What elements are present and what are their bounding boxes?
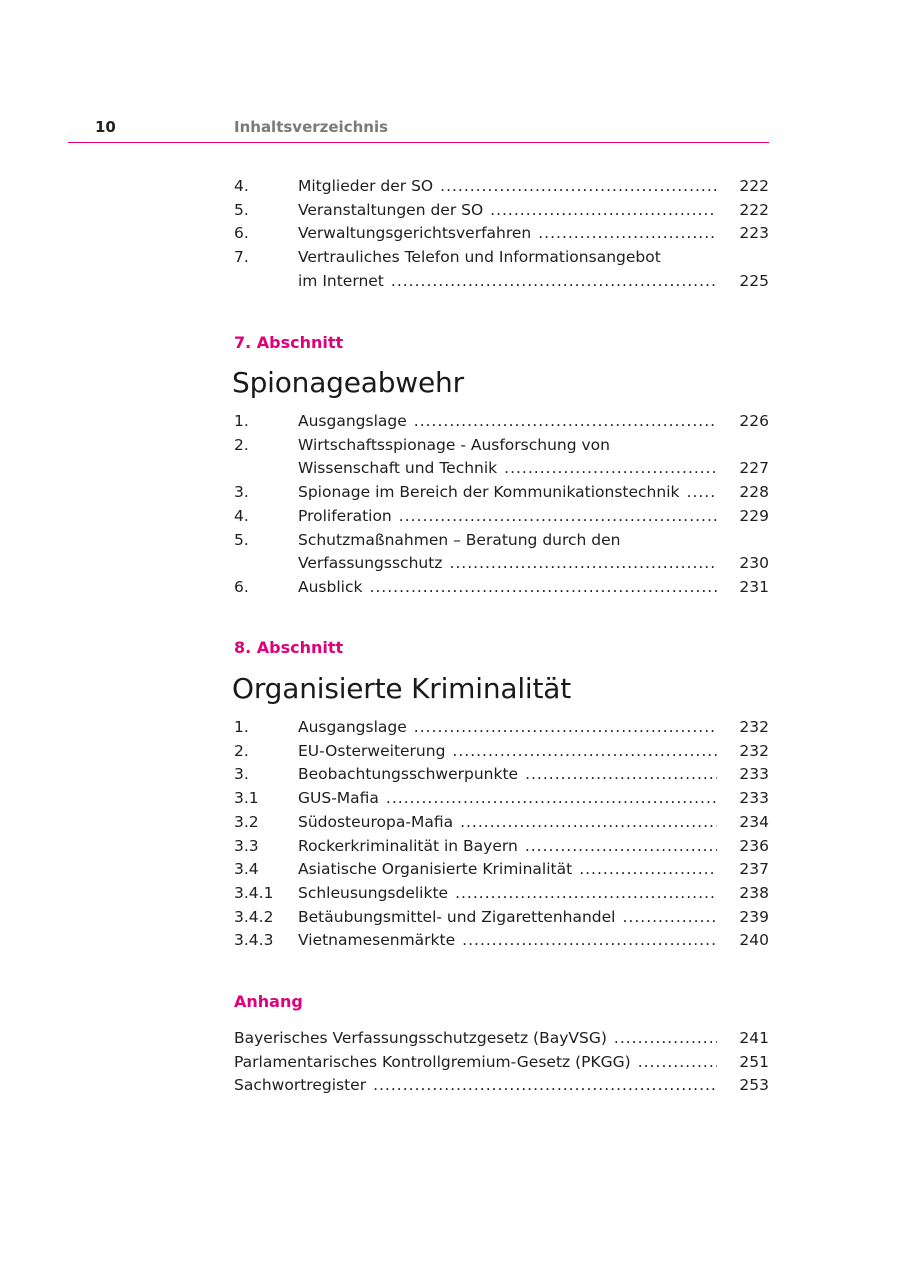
entry-page: 233 [739, 789, 769, 808]
entry-page: 232 [739, 718, 769, 736]
entry-title: Vietnamesenmärkte [298, 931, 456, 950]
entry-title: Asiatische Organisierte Kriminalität [298, 860, 573, 879]
toc-entry[interactable] [234, 1051, 769, 1075]
entry-title: Spionage im Bereich der Kommunikationstechnik [298, 483, 680, 502]
entry-page: 231 [739, 577, 769, 596]
entry-page: 241 [739, 1029, 769, 1047]
entry-title-continued: im Internet [298, 271, 384, 290]
entry-page: 236 [739, 836, 769, 855]
entry-title: Rockerkriminalität in Bayern [298, 836, 518, 855]
entry-number: 3.4.2 [234, 907, 274, 926]
toc-continued-list [234, 175, 769, 294]
entry-number: 3. [234, 483, 249, 502]
entry-title: Mitglieder der SO [298, 177, 434, 195]
toc-entry[interactable] [234, 505, 769, 529]
toc-entry[interactable] [234, 434, 769, 481]
entry-title: Ausgangslage [298, 718, 407, 736]
entry-page: 228 [739, 483, 769, 502]
toc-entry[interactable] [234, 481, 769, 505]
entry-title: GUS-Mafia [298, 789, 379, 808]
entry-number: 2. [234, 741, 249, 760]
entry-number: 3.3 [234, 836, 259, 855]
entry-title-continued: Verfassungsschutz [298, 554, 443, 573]
dot-leader [452, 740, 717, 764]
toc-entry[interactable] [234, 835, 769, 859]
entry-page: 229 [739, 506, 769, 525]
dot-leader [686, 481, 717, 505]
toc-entry[interactable] [234, 410, 769, 434]
dot-leader [391, 270, 717, 294]
entry-page: 251 [739, 1052, 769, 1071]
entry-number: 5. [234, 200, 249, 219]
page-header [68, 116, 769, 143]
toc-entry[interactable] [234, 763, 769, 787]
toc-entry[interactable] [234, 811, 769, 835]
running-title: Inhaltsverzeichnis [234, 118, 389, 136]
toc-entry[interactable] [234, 246, 769, 293]
entry-number: 3. [234, 765, 249, 784]
page-number: 10 [95, 118, 116, 136]
entry-number: 3.4.3 [234, 931, 274, 950]
dot-leader [414, 410, 717, 434]
dot-leader [579, 858, 717, 882]
entry-page: 234 [739, 812, 769, 831]
entry-title: Ausblick [298, 577, 363, 596]
toc-section-7-list [234, 410, 769, 600]
entry-number: 4. [234, 177, 249, 195]
dot-leader [622, 906, 717, 930]
toc-entry[interactable] [234, 576, 769, 600]
entry-page: 225 [739, 271, 769, 290]
section-label: 7. Abschnitt [234, 333, 344, 352]
dot-leader [490, 199, 717, 223]
chapter-title: Organisierte Kriminalität [232, 672, 572, 705]
entry-page: 230 [739, 554, 769, 573]
toc-entry[interactable] [234, 787, 769, 811]
entry-number: 4. [234, 506, 249, 525]
entry-title-continued: Wissenschaft und Technik [298, 459, 498, 478]
appendix-label: Anhang [234, 992, 303, 1011]
entry-title: Bayerisches Verfassungsschutzgesetz (BayVSG) [234, 1029, 607, 1047]
entry-page: 232 [739, 741, 769, 760]
toc-entry[interactable] [234, 1074, 769, 1098]
entry-page: 227 [739, 459, 769, 478]
dot-leader [440, 175, 717, 199]
entry-page: 222 [739, 177, 769, 195]
toc-entry[interactable] [234, 175, 769, 199]
entry-title: Ausgangslage [298, 412, 407, 430]
entry-title: Parlamentarisches Kontrollgremium-Gesetz (PKGG) [234, 1052, 631, 1071]
entry-title: Betäubungsmittel- und Zigarettenhandel [298, 907, 616, 926]
entry-page: 239 [739, 907, 769, 926]
entry-page: 240 [739, 931, 769, 950]
dot-leader [462, 929, 717, 953]
dot-leader [414, 716, 717, 740]
entry-title: Beobachtungsschwerpunkte [298, 765, 519, 784]
dot-leader [525, 835, 717, 859]
toc-entry[interactable] [234, 929, 769, 953]
toc-entry[interactable] [234, 906, 769, 930]
entry-number: 3.2 [234, 812, 259, 831]
entry-title: Wirtschaftsspionage - Ausforschung von [298, 435, 610, 454]
entry-number: 3.4 [234, 860, 259, 879]
dot-leader [538, 222, 717, 246]
dot-leader [449, 552, 717, 576]
toc-entry[interactable] [234, 222, 769, 246]
entry-number: 3.4.1 [234, 883, 274, 902]
entry-number: 6. [234, 224, 249, 243]
section-label: 8. Abschnitt [234, 638, 344, 657]
dot-leader [455, 882, 717, 906]
entry-page: 253 [739, 1076, 769, 1095]
dot-leader [386, 787, 717, 811]
toc-entry[interactable] [234, 1027, 769, 1051]
dot-leader [638, 1051, 717, 1075]
entry-title: Südosteuropa-Mafia [298, 812, 454, 831]
entry-number: 5. [234, 530, 249, 549]
dot-leader [369, 576, 717, 600]
toc-entry[interactable] [234, 716, 769, 740]
entry-title: Schutzmaßnahmen – Beratung durch den [298, 530, 621, 549]
entry-title: Veranstaltungen der SO [298, 200, 484, 219]
entry-page: 226 [739, 412, 769, 430]
entry-number: 2. [234, 435, 249, 454]
dot-leader [399, 505, 717, 529]
toc-entry[interactable] [234, 858, 769, 882]
entry-title: Schleusungsdelikte [298, 883, 449, 902]
toc-entry[interactable] [234, 199, 769, 223]
toc-entry[interactable] [234, 882, 769, 906]
entry-page: 237 [739, 860, 769, 879]
toc-entry[interactable] [234, 529, 769, 576]
entry-number: 7. [234, 248, 249, 267]
entry-page: 223 [739, 224, 769, 243]
entry-title: Verwaltungsgerichtsverfahren [298, 224, 532, 243]
toc-entry[interactable] [234, 740, 769, 764]
dot-leader [373, 1074, 717, 1098]
entry-number: 6. [234, 577, 249, 596]
entry-title: Proliferation [298, 506, 392, 525]
entry-number: 3.1 [234, 789, 259, 808]
entry-title: Vertrauliches Telefon und Informationsangebot [298, 248, 661, 267]
entry-title: Sachwortregister [234, 1076, 367, 1095]
entry-title: EU-Osterweiterung [298, 741, 446, 760]
dot-leader [460, 811, 717, 835]
dot-leader [525, 763, 717, 787]
entry-number: 1. [234, 718, 249, 736]
entry-page: 238 [739, 883, 769, 902]
dot-leader [614, 1027, 717, 1051]
entry-number: 1. [234, 412, 249, 430]
dot-leader [504, 457, 717, 481]
chapter-title: Spionageabwehr [232, 366, 464, 399]
toc-appendix-list [234, 1027, 769, 1098]
entry-page: 233 [739, 765, 769, 784]
entry-page: 222 [739, 200, 769, 219]
toc-section-8-list [234, 716, 769, 953]
